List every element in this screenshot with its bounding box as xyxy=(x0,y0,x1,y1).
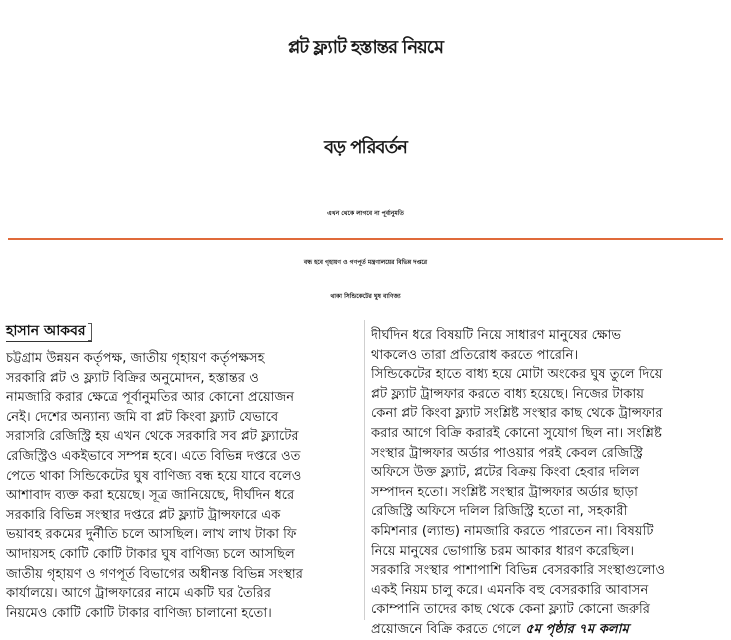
divider-rule xyxy=(8,238,723,240)
body-line: চট্টগ্রাম উন্নয়ন কর্তৃপক্ষ, জাতীয় গৃহায়ণ কর্তৃপক্ষসহ xyxy=(6,351,265,366)
subheadline: এখন থেকে লাগবে না পূর্বানুমতি xyxy=(327,210,404,217)
deck-line-2: থাকা সিন্ডিকেটের ঘুষ বাণিজ্য xyxy=(330,293,401,300)
body-line: একই নিয়ম চালু করে। এমনকি বহু বেসরকারি আবাসন xyxy=(371,582,649,598)
body-line: রেজিস্ট্রিও একইভাবে সম্পন্ন হবে। এতে বিভিন্ন দপ্তরে ওত xyxy=(6,448,301,464)
body-line: ভয়াবহ রকমের দুর্নীতি চলে আসছিল। লাখ লাখ টাকা ফি xyxy=(6,527,297,543)
body-line: কোম্পানি তাদের কাছ থেকে কেনা ফ্ল্যাট কোনো জরুরি xyxy=(371,602,650,618)
body-line: রেজিস্ট্রি অফিসে দলিল রিজিস্ট্রি হতো না, সহকারী xyxy=(371,504,628,520)
body-line: সম্পাদন হতো। সংশ্লিষ্ট সংস্থার ট্রান্সফার অর্ডার ছাড়া xyxy=(371,484,638,500)
body-line: সিন্ডিকেটের হাতে বাধ্য হয়ে মোটা অংকের ঘুষ তুলে দিয়ে xyxy=(371,367,663,383)
body-line: পেতে থাকা সিন্ডিকেটের ঘুষ বাণিজ্য বন্ধ হয়ে যাবে বলেও xyxy=(6,468,302,484)
body-line-last xyxy=(371,620,725,640)
body-column-right xyxy=(371,326,725,640)
body-line: করার আগে বিক্রি করারই কোনো সুযোগ ছিল না। সংশ্লিষ্ট xyxy=(371,425,662,441)
column-divider xyxy=(364,320,365,620)
body-line: সরকারি প্লট ও ফ্ল্যাট বিক্রির অনুমোদন, হস্তান্তর ও xyxy=(6,370,259,386)
body-line: নিয়ে মানুষের ভোগান্তি চরম আকার ধারণ করেছিল। xyxy=(371,543,635,559)
continued-jump-link[interactable]: ৫ম পৃষ্ঠার ৭ম কলাম xyxy=(525,621,629,637)
body-line: কেনা প্লট কিংবা ফ্ল্যাট সংশ্লিষ্ট সংস্থার কাছ থেকে ট্রান্সফার xyxy=(371,406,663,422)
body-line: কার্যালয়ে। আগে ট্রান্সফারের নামে একটি ঘর তৈরির xyxy=(6,586,271,602)
headline-line-1: প্লট ফ্ল্যাট হস্তান্তর নিয়মে xyxy=(288,37,443,58)
body-line: আদায়সহ কোটি কোটি টাকার ঘুষ বাণিজ্য চলে আসছিল xyxy=(6,546,295,562)
headline-line-2: বড় পরিবর্তন xyxy=(324,137,407,158)
body-line: দীর্ঘদিন ধরে বিষয়টি নিয়ে সাধারণ মানুষের ক্ষোভ xyxy=(371,328,622,343)
body-line: নেই। দেশের অন্যান্য জমি বা প্লট কিংবা ফ্ল্যাট যেভাবে xyxy=(6,409,279,425)
body-line: নিয়মেও কোটি কোটি টাকার বাণিজ্য চালানো হতো। xyxy=(6,605,272,621)
body-line: প্লট ফ্ল্যাট ট্রান্সফার করতে বাধ্য হয়েছে। নিজের টাকায় xyxy=(371,386,644,402)
body-line: আশাবাদ ব্যক্ত করা হয়েছে। সূত্র জানিয়েছে, দীর্ঘদিন ধরে xyxy=(6,488,295,504)
body-line: সরাসরি রেজিস্ট্রি হয় এখন থেকে সরকারি সব প্লট ফ্ল্যাটের xyxy=(6,429,299,445)
body-line: সরকারি সংস্থার পাশাপাশি বিভিন্ন বেসরকারি সংস্থাগুলোও xyxy=(371,563,666,579)
body-line: অফিসে উক্ত ফ্ল্যাট, প্লটের বিক্রয় কিংবা হেবার দলিল xyxy=(371,465,640,481)
body-line: জাতীয় গৃহায়ণ ও গণপূর্ত বিভাগের অধীনস্ত বিভিন্ন সংস্থার xyxy=(6,566,303,582)
body-line: নামজারি করার ক্ষেত্রে পূর্বানুমতির আর কোনো প্রয়োজন xyxy=(6,390,295,406)
body-line: সরকারি বিভিন্ন সংস্থার দপ্তরে প্লট ফ্ল্যাট ট্রান্সফারে এক xyxy=(6,507,281,523)
body-line-last-text: প্রয়োজনে বিক্রি করতে গেলে xyxy=(371,621,521,637)
deck-line-1: বন্ধ হবে গৃহায়ণ ও গণপূর্ত মন্ত্রণালয়ের বিভিন্ন দপ্তরে xyxy=(303,259,428,266)
byline: হাসান আকবর xyxy=(6,321,92,342)
body-line: সংস্থার ট্রান্সফার অর্ডার পাওয়ার পরই কেবল রেজিস্ট্রি xyxy=(371,445,643,461)
body-line: থাকলেও তারা প্রতিরোধ করতে পারেনি। xyxy=(371,347,579,363)
body-line: কমিশনার (ল্যান্ড) নামজারি করতে পারতেন না। বিষয়টি xyxy=(371,523,654,539)
body-column-left xyxy=(6,349,360,623)
